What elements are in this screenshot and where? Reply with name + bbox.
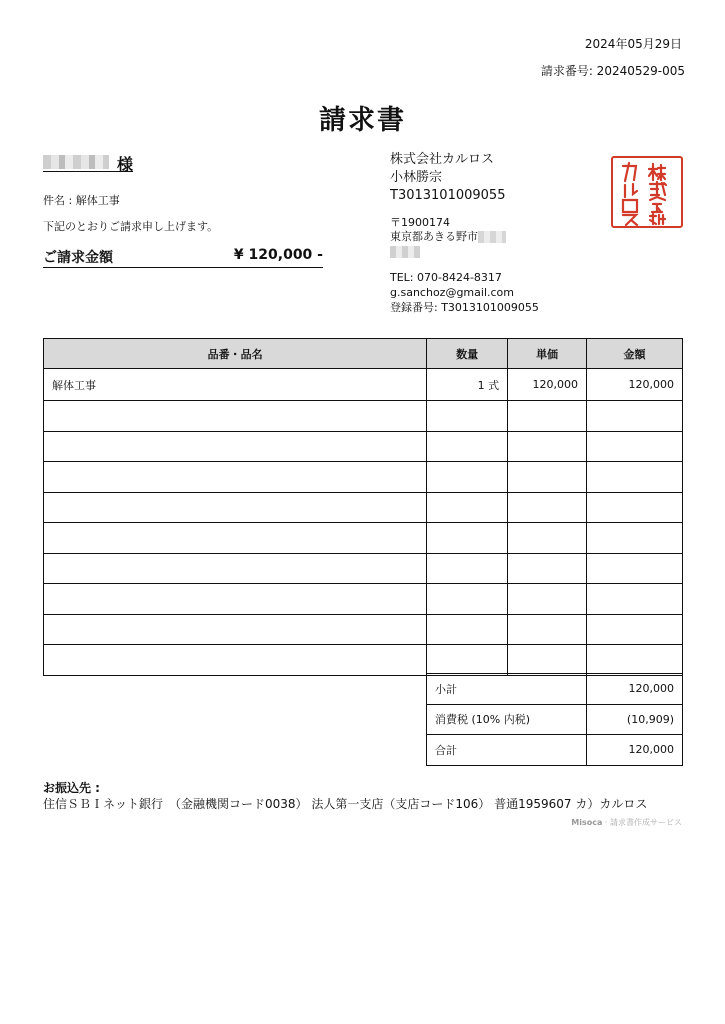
brand-footer	[571, 817, 682, 828]
issuer-company: 株式会社カルロス	[390, 152, 495, 167]
issuer-address-text: 東京都あきる野市	[390, 230, 478, 243]
lead-text: 下記のとおりご請求申し上げます。	[43, 220, 219, 233]
item-name: 解体工事	[44, 369, 427, 401]
brand-name: Misoca	[571, 818, 603, 827]
issuer-postal: 〒1900174	[390, 216, 450, 229]
billing-amount-label: ご請求金額	[43, 250, 113, 266]
redacted-name	[43, 155, 109, 169]
tax-value: (10,909)	[587, 704, 683, 735]
brand-subtitle: · 請求書作成サービス	[604, 818, 682, 827]
subtotal-row	[427, 674, 683, 705]
table-row-empty	[44, 614, 683, 645]
issuer-registration-number: 登録番号: T3013101009055	[390, 301, 539, 314]
redacted-address	[478, 231, 506, 243]
item-amount: 120,000	[587, 369, 683, 401]
honorific: 様	[116, 155, 133, 174]
header-quantity: 数量	[427, 339, 508, 369]
subtotal-value: 120,000	[587, 674, 683, 705]
issuer-email: g.sanchoz@gmail.com	[390, 286, 514, 299]
items-table-header	[44, 339, 683, 369]
table-row-empty	[44, 523, 683, 554]
invoice-date: 2024年05月29日	[584, 37, 682, 51]
bank-info: 住信ＳＢＩネット銀行 （金融機関コード0038） 法人第一支店（支店コード106） 普通1959607 カ）カルロス	[43, 797, 648, 811]
issuer-contact-block	[390, 270, 539, 315]
company-seal	[611, 156, 683, 228]
tax-row	[427, 704, 683, 735]
table-row-empty	[44, 431, 683, 462]
item-quantity: 1 式	[427, 369, 508, 401]
table-row-empty	[44, 584, 683, 615]
page-title: 請求書	[319, 105, 406, 136]
table-row	[44, 369, 683, 401]
item-unit-price: 120,000	[508, 369, 587, 401]
total-label: 合計	[427, 735, 587, 766]
total-row	[427, 735, 683, 766]
tax-label: 消費税 (10% 内税)	[427, 704, 587, 735]
header-amount: 金額	[587, 339, 683, 369]
table-row-empty	[44, 553, 683, 584]
invoice-number: 請求番号: 20240529-005	[540, 64, 685, 78]
subject-line: 件名 : 解体工事	[43, 194, 120, 207]
header-unit-price: 単価	[508, 339, 587, 369]
redacted-address-line	[390, 246, 420, 258]
issuer-address	[390, 230, 506, 244]
recipient-name	[43, 152, 133, 172]
table-row-empty	[44, 462, 683, 493]
table-row-empty	[44, 645, 683, 676]
bank-heading: お振込先 :	[43, 781, 100, 795]
billing-amount	[43, 246, 323, 268]
issuer-block	[390, 151, 505, 205]
seal-icon	[613, 158, 681, 226]
issuer-address-block	[390, 216, 506, 258]
total-value: 120,000	[587, 735, 683, 766]
items-table	[43, 338, 683, 676]
issuer-registration: T3013101009055	[390, 188, 506, 203]
header-item-name: 品番・品名	[44, 339, 427, 369]
table-row-empty	[44, 401, 683, 432]
totals-table	[426, 673, 683, 766]
billing-amount-value: ¥ 120,000 -	[233, 247, 323, 263]
table-row-empty	[44, 492, 683, 523]
issuer-tel: TEL: 070-8424-8317	[390, 271, 502, 284]
issuer-person: 小林勝宗	[390, 170, 443, 185]
subtotal-label: 小計	[427, 674, 587, 705]
